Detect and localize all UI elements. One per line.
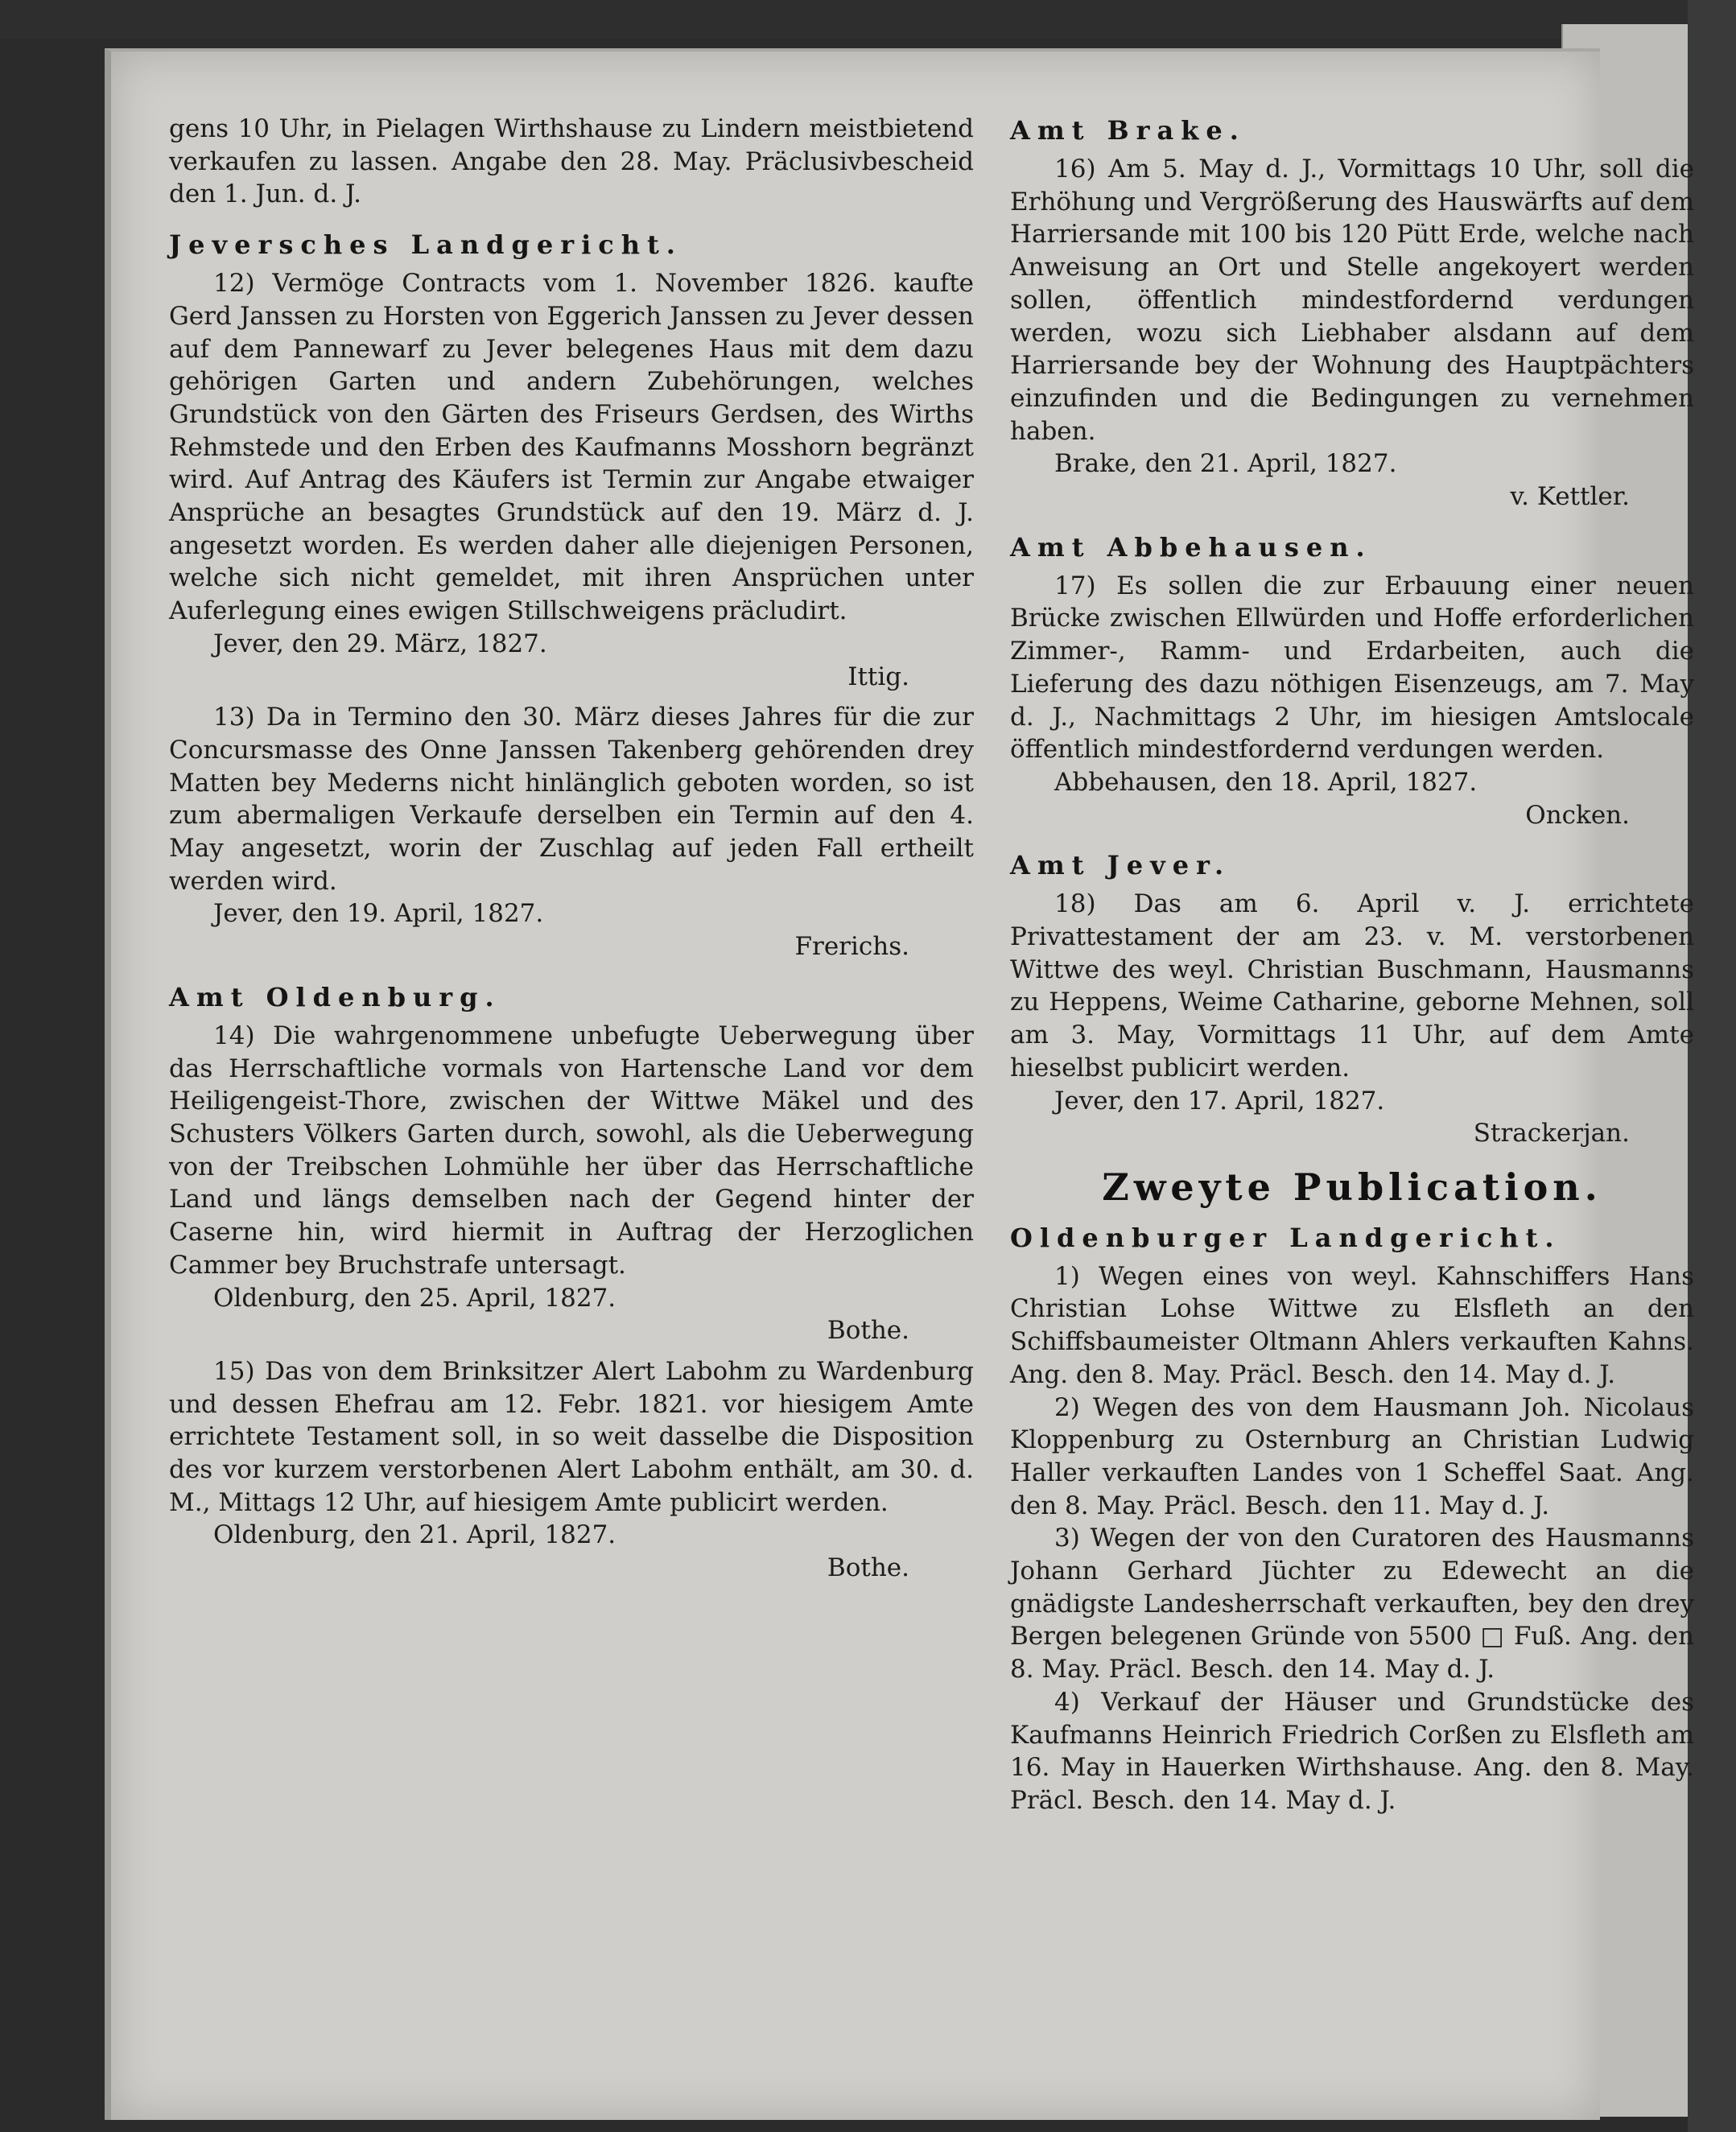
notice-17-signature: Oncken. bbox=[1525, 800, 1630, 830]
scan-background-right bbox=[1688, 0, 1736, 2132]
notice-14-date: Oldenburg, den 25. April, 1827. bbox=[213, 1283, 616, 1313]
notice-12: 12) Vermöge Contracts vom 1. November 1826. kaufte Gerd Janssen zu Horsten von Eggerich Janssen zu Jever dessen auf dem Pannewarf zu Jever belegenes Haus mit dem dazu gehörigen Garten und andern Zubehörungen, welches Grundstück von den Gärten des Friseurs Gerdsen, des Wirths Rehmstede und den Erben des Kaufmanns Mosshorn begränzt wird. Auf Antrag des Käufers ist Termin zur Angabe etwaiger Ansprüche an besagtes Grundstück auf den 19. März d. J. angesetzt worden. Es werden daher alle diejenigen Personen, welche sich nicht gemeldet, mit ihren Ansprüchen unter Auferlegung eines ewigen Stillschweigens präcludirt. bbox=[169, 269, 974, 626]
section-heading-oldenburger-landgericht: Oldenburger Landgericht. bbox=[1010, 1222, 1561, 1253]
notice-12-date: Jever, den 29. März, 1827. bbox=[213, 629, 547, 658]
section-heading-amt-abbehausen: Amt Abbehausen. bbox=[1010, 531, 1372, 563]
notice-14: 14) Die wahrgenommene unbefugte Ueberwegung über das Herrschaftliche vormals von Hartensche Land vor dem Heiligengeist-Thore, zwischen der Wittwe Mäkel und des Schusters Völkers Garten durch, sowohl, als die Ueberwegung von der Treibschen Lohmühle her über das Herrschaftliche Land und längs demselben nach der Gegend hinter der Caserne hin, wird hiermit in Auftrag der Herzoglichen Cammer bey Bruchstrafe untersagt. bbox=[169, 1021, 974, 1280]
section-heading-jever-landgericht: Jeversches Landgericht. bbox=[169, 229, 682, 261]
publication-item-4: 4) Verkauf der Häuser und Grundstücke des Kaufmanns Heinrich Friedrich Corßen zu Elsfleth am 16. May in Hauerken Wirthshause. Ang. den 8. May. Präcl. Besch. den 14. May d. J. bbox=[1010, 1687, 1694, 1815]
notice-18-date: Jever, den 17. April, 1827. bbox=[1054, 1086, 1385, 1115]
publication-item-2: 2) Wegen des von dem Hausmann Joh. Nicolaus Kloppenburg zu Osternburg an Christian Ludwig Haller verkauften Landes von 1 Scheffel Saat. Ang. den 8. May. Präcl. Besch. den 11. May d. J. bbox=[1010, 1392, 1694, 1520]
notice-18: 18) Das am 6. April v. J. errichtete Privattestament der am 23. v. M. verstorbenen Wittwe des weyl. Christian Buschmann, Hausmanns zu Heppens, Weime Catharine, geborne Mehnen, soll am 3. May, Vormittags 11 Uhr, auf dem Amte hieselbst publicirt werden. bbox=[1010, 889, 1694, 1082]
notice-15: 15) Das von dem Brinksitzer Alert Labohm zu Wardenburg und dessen Ehefrau am 12. Febr. 1821. vor hiesigem Amte errichtete Testament soll, in so weit dasselbe die Disposition des vor kurzem verstorbenen Alert Labohm enthält, am 30. d. M., Mittags 12 Uhr, auf hiesigem Amte publicirt werden. bbox=[169, 1356, 974, 1517]
notice-13: 13) Da in Termino den 30. März dieses Jahres für die zur Concursmasse des Onne Janssen Takenberg gehörenden drey Matten bey Mederns nicht hinlänglich geboten worden, so ist zum abermaligen Verkaufe derselben ein Termin auf den 4. May angesetzt, worin der Zuschlag auf jeden Fall ertheilt werden wird. bbox=[169, 703, 974, 896]
notice-16: 16) Am 5. May d. J., Vormittags 10 Uhr, soll die Erhöhung und Vergrößerung des Hauswärfts auf dem Harriersande mit 100 bis 120 Pütt Erde, welche nach Anweisung an Ort und Stelle angekoyert werden sollen, öffentlich mindestfordernd verdungen werden, wozu sich Liebhaber alsdann auf dem Harriersande bey der Wohnung des Hauptpächters einzufinden und die Bedingungen zu vernehmen haben. bbox=[1010, 155, 1694, 446]
notice-17-date: Abbehausen, den 18. April, 1827. bbox=[1054, 767, 1478, 797]
continuation-paragraph: gens 10 Uhr, in Pielagen Wirthshause zu Lindern meistbietend verkaufen zu lassen. Angabe den 28. May. Präclusivbescheid den 1. Jun. d. J. bbox=[169, 114, 974, 209]
scan-background-top bbox=[0, 0, 1736, 39]
notice-16-date: Brake, den 21. April, 1827. bbox=[1054, 449, 1397, 479]
notice-15-signature: Bothe. bbox=[827, 1553, 909, 1583]
publication-title: Zweyte Publication. bbox=[1102, 1165, 1602, 1209]
section-heading-amt-jever: Amt Jever. bbox=[1010, 850, 1231, 881]
notice-12-signature: Ittig. bbox=[847, 662, 909, 691]
notice-13-signature: Frerichs. bbox=[794, 932, 909, 962]
notice-14-signature: Bothe. bbox=[827, 1316, 909, 1346]
left-column bbox=[169, 113, 974, 1593]
notice-17: 17) Es sollen die zur Erbauung einer neuen Brücke zwischen Ellwürden und Hoffe erforderlichen Zimmer-, Ramm- und Erdarbeiten, auch die Lieferung des dazu nöthigen Eisenzeugs, am 7. May d. J., Nachmittags 2 Uhr, im hiesigen Amtslocale öffentlich mindestfordernd verdungen werden. bbox=[1010, 571, 1694, 765]
notice-13-date: Jever, den 19. April, 1827. bbox=[213, 899, 544, 929]
right-column bbox=[1010, 113, 1694, 1817]
publication-item-3: 3) Wegen der von den Curatoren des Hausmanns Johann Gerhard Jüchter zu Edewecht an die gnädigste Landesherrschaft verkauften, bey den drey Bergen belegenen Gründe von 5500 □ Fuß. Ang. den 8. May. Präcl. Besch. den 14. May d. J. bbox=[1010, 1524, 1694, 1685]
publication-item-1: 1) Wegen eines von weyl. Kahnschiffers Hans Christian Lohse Wittwe zu Elsfleth an den Schiffsbaumeister Oltmann Ahlers verkauften Kahns. Ang. den 8. May. Präcl. Besch. den 14. May d. J. bbox=[1010, 1261, 1694, 1389]
notice-18-signature: Strackerjan. bbox=[1473, 1119, 1630, 1148]
notice-15-date: Oldenburg, den 21. April, 1827. bbox=[213, 1520, 616, 1550]
section-heading-amt-oldenburg: Amt Oldenburg. bbox=[169, 981, 501, 1012]
notice-16-signature: v. Kettler. bbox=[1510, 482, 1630, 512]
section-heading-amt-brake: Amt Brake. bbox=[1010, 115, 1246, 146]
